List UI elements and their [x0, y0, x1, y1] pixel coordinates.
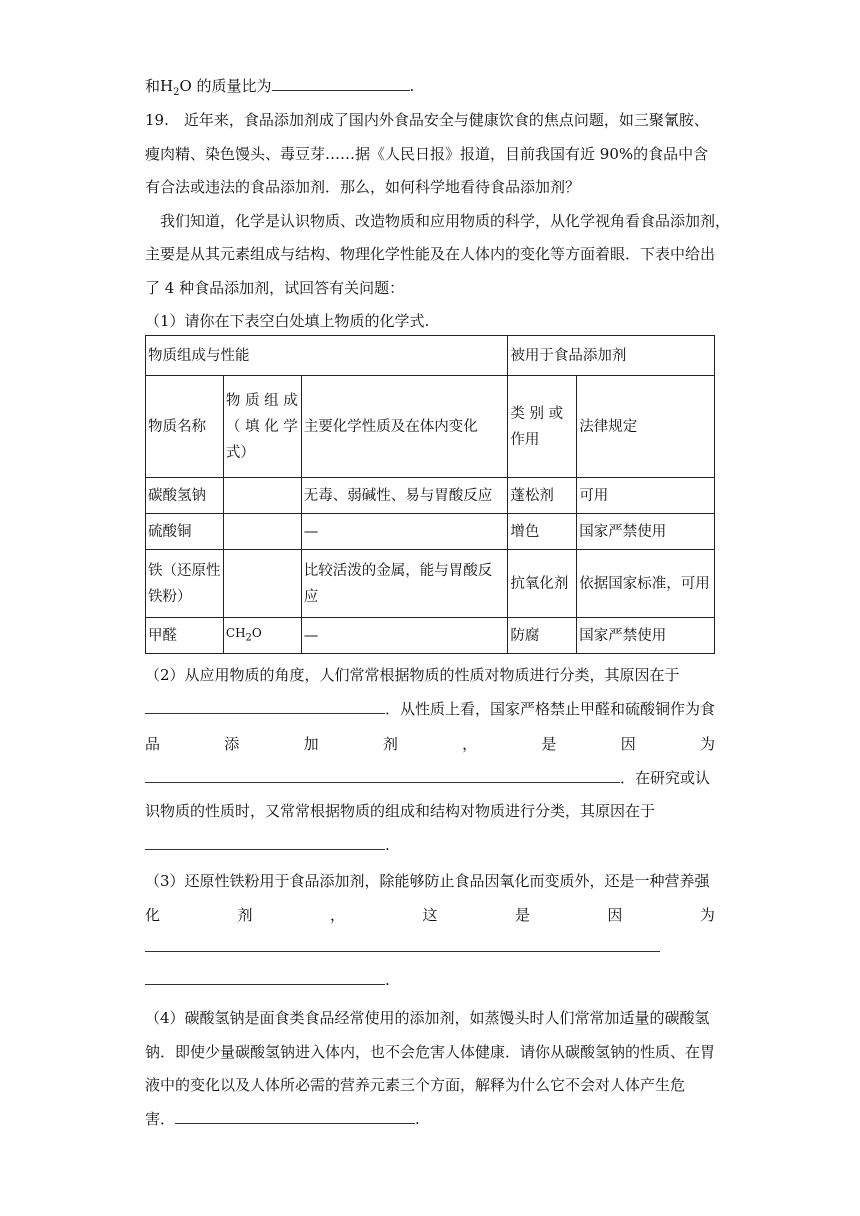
table-header-props: 主要化学性质及在体内变化 [301, 376, 508, 478]
q19-line: 有合法或违法的食品添加剂．那么，如何科学地看待食品添加剂？ [145, 178, 581, 196]
part2-line: . [145, 835, 390, 855]
formula-cell[interactable] [223, 514, 301, 550]
formula-cell[interactable] [223, 478, 301, 514]
table-row: 碳酸氢钠 无毒、弱碱性、易与胃酸反应 蓬松剂 可用 [146, 478, 715, 514]
part2-line: ．从性质上看，国家严格禁止甲醛和硫酸铜作为食 [145, 699, 715, 719]
answer-blank[interactable] [145, 768, 620, 783]
part2-line: 识物质的性质时，又常常根据物质的组成和结构对物质进行分类，其原因在于 [145, 802, 656, 820]
intro-line: 和$H_2O$ 的质量比为 . [145, 77, 415, 98]
part4-line: 害． . [145, 1110, 420, 1128]
q19-paragraph-line: 了 4 种食品添加剂，试回答有关问题： [145, 279, 405, 297]
q19-line: 19. 近年来，食品添加剂成了国内外食品安全与健康饮食的焦点问题，如三聚氰胺、 [145, 111, 709, 129]
answer-blank[interactable] [145, 937, 660, 952]
formula-cell: $CH_2O$ [223, 618, 301, 654]
table-row: 硫酸铜 — 增色 国家严禁使用 [146, 514, 715, 550]
answer-blank[interactable] [272, 76, 410, 91]
part4-line: 钠．即使少量碳酸氢钠进入体内，也不会危害人体健康．请你从碳酸氢钠的性质、在胃 [145, 1043, 716, 1061]
table-header-name: 物质名称 [146, 376, 224, 478]
part2-spread-line: 品 添 加 剂 ， 是 因 为 [145, 735, 715, 753]
table-row: 铁（还原性铁粉） 比较活泼的金属，能与胃酸反应 抗氧化剂 依据国家标准，可用 [146, 550, 715, 618]
part2-line: ．在研究或认 [145, 768, 710, 788]
answer-blank[interactable] [145, 970, 385, 985]
table-group-header: 被用于食品添加剂 [508, 336, 715, 376]
q19-paragraph-line: 主要是从其元素组成与结构、物理化学性能及在人体内的变化等方面着眼．下表中给出 [145, 245, 716, 263]
part4-line: 液中的变化以及人体所必需的营养元素三个方面，解释为什么它不会对人体产生危 [145, 1076, 686, 1094]
table-row: 甲醛 $CH_2O$ — 防腐 国家严禁使用 [146, 618, 715, 654]
part3-line [145, 937, 660, 957]
additive-table [145, 335, 715, 654]
formula-cell[interactable] [223, 550, 301, 618]
part3-line: （3）还原性铁粉用于食品添加剂，除能够防止食品因氧化而变质外，还是一种营养强 [145, 872, 710, 890]
q19-line: 瘦肉精、染色馒头、毒豆芽……据《人民日报》报道，目前我国有近 90%的食品中含 [145, 145, 709, 163]
table-header-use: 类 别 或 作用 [508, 376, 577, 478]
q19-paragraph-line: 我们知道，化学是认识物质、改造物质和应用物质的科学，从化学视角看食品添加剂， [160, 212, 731, 230]
table-header-formula: 物 质 组 成（ 填 化 学式） [223, 376, 301, 478]
answer-blank[interactable] [145, 835, 385, 850]
part3-spread-line: 化 剂 ， 这 是 因 为 [145, 906, 715, 924]
table-header-law: 法律规定 [577, 376, 715, 478]
part4-line: （4）碳酸氢钠是面食类食品经常使用的添加剂，如蒸馒头时人们常常加适量的碳酸氢 [145, 1009, 710, 1027]
answer-blank[interactable] [175, 1109, 415, 1124]
answer-blank[interactable] [145, 699, 385, 714]
part2-line: （2）从应用物质的角度，人们常常根据物质的性质对物质进行分类，其原因在于 [145, 666, 680, 684]
table-group-header: 物质组成与性能 [146, 336, 508, 376]
part1-prompt: （1）请你在下表空白处填上物质的化学式. [145, 312, 430, 330]
part3-line: . [145, 970, 390, 990]
